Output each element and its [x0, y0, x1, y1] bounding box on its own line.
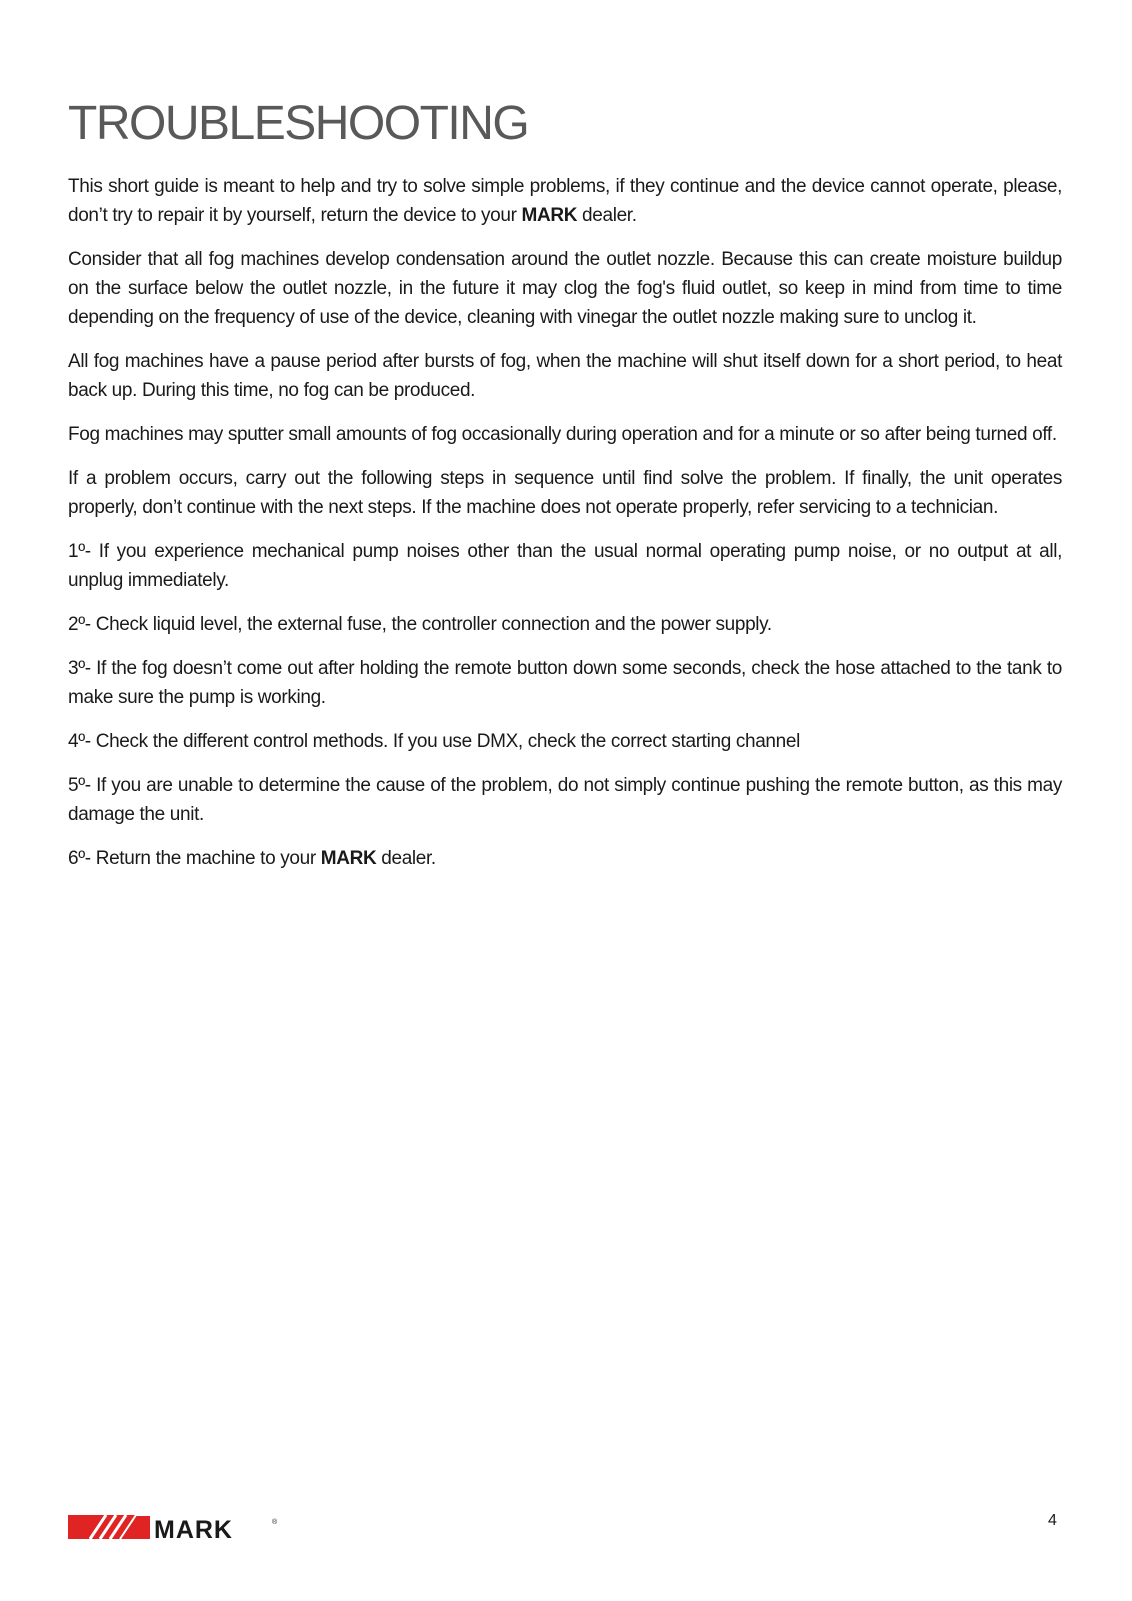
paragraph: This short guide is meant to help and try to solve simple problems, if they continue and the device cannot operate, please, don’t try to repair it by yourself, return the device to your MARK dealer. — [68, 176, 1062, 226]
step-4: 4º- Check the different control methods. If you use DMX, check the correct starting channel — [68, 731, 800, 752]
page-title: TROUBLESHOOTING — [68, 97, 529, 150]
body-text — [68, 172, 1062, 888]
step-6: 6º- Return the machine to your MARK dealer. — [68, 848, 436, 869]
logo-wordmark: MARK — [154, 1516, 233, 1542]
step-2: 2º- Check liquid level, the external fuse, the controller connection and the power supply. — [68, 614, 772, 635]
page-number: 4 — [1048, 1512, 1057, 1529]
mark-logo-graphic — [68, 1512, 278, 1542]
paragraph: All fog machines have a pause period after bursts of fog, when the machine will shut itself down for a short period, to heat back up. During this time, no fog can be produced. — [68, 351, 1062, 401]
paragraph: Fog machines may sputter small amounts of fog occasionally during operation and for a minute or so after being turned off. — [68, 424, 1057, 445]
paragraph: Consider that all fog machines develop condensation around the outlet nozzle. Because this can create moisture buildup on the surface below the outlet nozzle, in the future it may clog the fog's fluid outlet, so keep in mind from time to time depending on the frequency of use of the device, cleaning with vinegar the outlet nozzle making sure to unclog it. — [68, 249, 1062, 328]
step-1: 1º- If you experience mechanical pump noises other than the usual normal operating pump noise, or no output at all, unplug immediately. — [68, 541, 1062, 591]
paragraph: If a problem occurs, carry out the following steps in sequence until find solve the problem. If finally, the unit operates properly, don’t continue with the next steps. If the machine does not operate properly, refer servicing to a technician. — [68, 468, 1062, 518]
step-3: 3º- If the fog doesn’t come out after holding the remote button down some seconds, check the hose attached to the tank to make sure the pump is working. — [68, 658, 1062, 708]
step-5: 5º- If you are unable to determine the cause of the problem, do not simply continue pushing the remote button, as this may damage the unit. — [68, 775, 1062, 825]
svg-text:®: ® — [272, 1519, 278, 1526]
mark-logo — [68, 1512, 278, 1542]
